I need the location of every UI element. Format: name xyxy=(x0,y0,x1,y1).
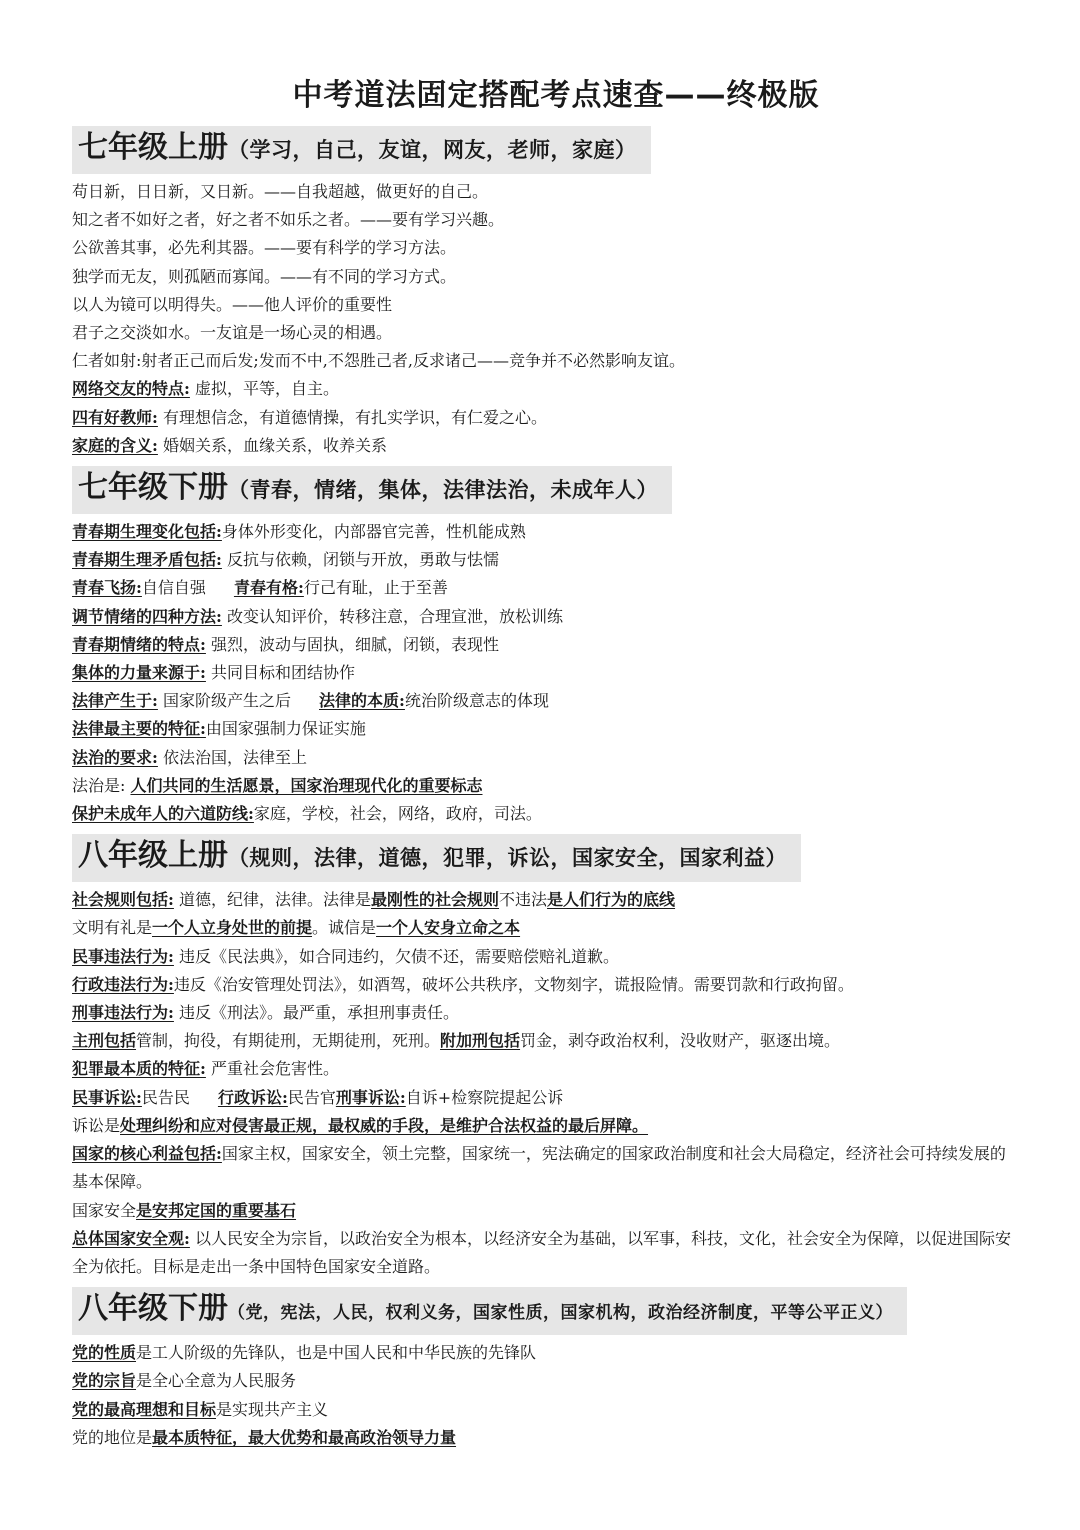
line-text: 改变认知评价，转移注意，合理宣泄，放松训练 xyxy=(221,606,564,626)
key-term: 集体的力量来源于: xyxy=(72,663,206,683)
line-text: 管制，拘役，有期徒刑，无期徒刑，死刑。 xyxy=(136,1031,441,1051)
section-lines xyxy=(72,518,1020,828)
line-text: 身体外形变化，内部器官完善，性机能成熟 xyxy=(221,522,526,542)
text-line xyxy=(72,603,1020,631)
section-header xyxy=(72,1287,907,1335)
text-line xyxy=(72,291,1020,319)
line-text: 罚金，剥夺政治权利，没收财产，驱逐出境。 xyxy=(520,1031,841,1051)
key-term: 是人们行为的底线 xyxy=(547,890,676,910)
text-line xyxy=(72,715,1020,743)
section xyxy=(72,834,1020,1281)
line-text: 仁者如射:射者正己而后发;发而不中,不怨胜己者,反求诸己——竞争并不必然影响友谊。 xyxy=(72,351,685,371)
line-text: 知之者不如好之者，好之者不如乐之者。——要有学习兴趣。 xyxy=(72,210,505,230)
text-line xyxy=(72,263,1020,291)
line-text: 法治是: xyxy=(72,775,131,795)
text-line xyxy=(72,999,1020,1027)
line-text: 是全心全意为人民服务 xyxy=(136,1371,297,1391)
text-line xyxy=(72,886,1020,914)
key-term: 青春飞扬: xyxy=(72,578,142,598)
line-text: 共同目标和团结协作 xyxy=(205,663,356,683)
line-text: 不违法 xyxy=(499,890,548,910)
text-line xyxy=(72,744,1020,772)
text-line xyxy=(72,772,1020,800)
line-text: 有理想信念，有道德情操，有扎实学识，有仁爱之心。 xyxy=(157,407,548,427)
text-line xyxy=(72,1396,1020,1424)
section-topics: （党，宪法，人民，权利义务，国家性质，国家机构，政治经济制度，平等公平正义） xyxy=(228,1303,893,1324)
line-text: 虚拟，平等，自主。 xyxy=(189,379,340,399)
line-text: 是实现共产主义 xyxy=(216,1399,329,1419)
key-term: 一个人立身处世的前提 xyxy=(152,918,313,938)
section-topics: （规则，法律，道德，犯罪，诉讼，国家安全，国家利益） xyxy=(228,846,787,871)
key-term: 调节情绪的四种方法: xyxy=(72,606,222,626)
section xyxy=(72,1287,1020,1452)
line-text: 。诚信是 xyxy=(312,918,377,938)
text-line xyxy=(72,375,1020,403)
text-line xyxy=(72,1140,1020,1196)
key-term: 犯罪最本质的特征: xyxy=(72,1059,206,1079)
line-text: 君子之交淡如水。一友谊是一场心灵的相遇。 xyxy=(72,323,393,343)
text-line xyxy=(72,687,1020,715)
section xyxy=(72,126,1020,460)
key-term: 人们共同的生活愿景，国家治理现代化的重要标志 xyxy=(130,775,483,795)
line-text: 反抗与依赖，闭锁与开放，勇敢与怯懦 xyxy=(221,550,500,570)
line-text: 国家安全 xyxy=(72,1200,137,1220)
section-header xyxy=(72,126,651,174)
section xyxy=(72,466,1020,828)
section-header xyxy=(72,834,801,882)
key-term: 民事诉讼: xyxy=(72,1087,142,1107)
section-topics: （学习，自己，友谊，网友，老师，家庭） xyxy=(228,138,637,162)
key-term: 保护未成年人的六道防线: xyxy=(72,804,254,824)
key-term: 国家的核心利益包括: xyxy=(72,1144,222,1164)
key-term: 党的性质 xyxy=(72,1343,137,1363)
text-line xyxy=(72,1084,1020,1112)
text-line xyxy=(72,404,1020,432)
key-term: 最刚性的社会规则 xyxy=(371,890,500,910)
line-text: 依法治国，法律至上 xyxy=(157,747,308,767)
line-text: 党的地位是 xyxy=(72,1427,153,1447)
key-term: 青春有格: xyxy=(233,578,304,598)
section-lines xyxy=(72,1339,1020,1452)
key-term: 家庭的含义: xyxy=(72,435,158,455)
section-lines xyxy=(72,178,1020,460)
line-text: 以人民安全为宗旨，以政治安全为根本，以经济安全为基础，以军事，科技，文化，社会安全为保障，以促进国际安全为依托。目标是走出一条中国特色国家安全道路。 xyxy=(72,1228,1012,1276)
key-term: 刑事违法行为: xyxy=(72,1003,174,1023)
text-line xyxy=(72,206,1020,234)
key-term: 处理纠纷和应对侵害最正规，最权威的手段，是维护合法权益的最后屏障。 xyxy=(120,1115,649,1135)
key-term: 刑事诉讼: xyxy=(335,1087,406,1107)
line-text: 行己有耻，止于至善 xyxy=(303,578,448,598)
line-text: 公欲善其事，必先利其器。——要有科学的学习方法。 xyxy=(72,238,457,258)
key-term: 四有好教师: xyxy=(72,407,158,427)
key-term: 最本质特征，最大优势和最高政治领导力量 xyxy=(152,1427,457,1447)
section-grade: 八年级上册 xyxy=(78,838,228,874)
line-text: 严重社会危害性。 xyxy=(205,1059,340,1079)
document-title: 中考道法固定搭配考点速查——终极版 xyxy=(292,78,820,113)
key-term: 是安邦定国的重要基石 xyxy=(136,1200,297,1220)
key-term: 社会规则包括: xyxy=(72,890,174,910)
key-term: 法律的本质: xyxy=(319,691,405,711)
text-line xyxy=(72,1055,1020,1083)
text-line xyxy=(72,1197,1020,1225)
line-text: 自信自强 xyxy=(141,578,206,598)
text-line xyxy=(72,659,1020,687)
line-text: 违反《治安管理处罚法》，如酒驾，破坏公共秩序，文物刻字，谎报险情。需要罚款和行政拘留。 xyxy=(173,974,854,994)
text-line xyxy=(72,1112,1020,1140)
line-text: 国家主权，国家安全，领土完整，国家统一，宪法确定的国家政治制度和社会大局稳定，经济社会可持续发展的基本保障。 xyxy=(72,1144,1006,1192)
section-grade: 八年级下册 xyxy=(78,1291,228,1327)
text-line xyxy=(72,1339,1020,1367)
text-line xyxy=(72,234,1020,262)
text-line xyxy=(72,1367,1020,1395)
text-line xyxy=(72,432,1020,460)
section-header xyxy=(72,466,672,514)
text-line xyxy=(72,971,1020,999)
line-text: 自诉+检察院提起公诉 xyxy=(405,1087,564,1107)
text-line xyxy=(72,631,1020,659)
line-text: 民告民 xyxy=(141,1087,190,1107)
line-text: 道德，纪律，法律。法律是 xyxy=(173,890,372,910)
text-line xyxy=(72,518,1020,546)
key-term: 法律最主要的特征: xyxy=(72,719,206,739)
section-grade: 七年级下册 xyxy=(78,470,228,506)
line-text: 违反《民法典》，如合同违约，欠债不还，需要赔偿赔礼道歉。 xyxy=(173,946,620,966)
line-text: 国家阶级产生之后 xyxy=(157,691,292,711)
text-line xyxy=(72,943,1020,971)
line-text: 以人为镜可以明得失。——他人评价的重要性 xyxy=(72,294,393,314)
key-term: 行政诉讼: xyxy=(217,1087,288,1107)
line-text: 由国家强制力保证实施 xyxy=(205,719,366,739)
line-text: 文明有礼是 xyxy=(72,918,153,938)
line-text: 诉讼是 xyxy=(72,1115,121,1135)
section-lines xyxy=(72,886,1020,1281)
line-text: 苟日新，日日新，又日新。——自我超越，做更好的自己。 xyxy=(72,182,489,201)
key-term: 总体国家安全观: xyxy=(72,1228,190,1248)
line-text: 家庭，学校，社会，网络，政府，司法。 xyxy=(253,804,542,824)
key-term: 党的最高理想和目标 xyxy=(72,1399,217,1419)
line-text: 独学而无友，则孤陋而寡闻。——有不同的学习方式。 xyxy=(72,266,457,286)
line-text: 违反《刑法》。最严重，承担刑事责任。 xyxy=(173,1003,460,1023)
key-term: 主刑包括 xyxy=(72,1031,137,1051)
text-line xyxy=(72,178,1020,206)
key-term: 一个人安身立命之本 xyxy=(376,918,521,938)
text-line xyxy=(72,319,1020,347)
text-line xyxy=(72,546,1020,574)
text-line xyxy=(72,1225,1020,1281)
key-term: 法治的要求: xyxy=(72,747,158,767)
key-term: 法律产生于: xyxy=(72,691,158,711)
section-grade: 七年级上册 xyxy=(78,130,228,165)
text-line xyxy=(72,1027,1020,1055)
section-topics: （青春，情绪，集体，法律法治，未成年人） xyxy=(228,478,658,503)
text-line xyxy=(72,914,1020,942)
text-line xyxy=(72,1424,1020,1452)
text-line xyxy=(72,800,1020,828)
sections-container xyxy=(72,126,1020,1452)
line-text: 是工人阶级的先锋队，也是中国人民和中华民族的先锋队 xyxy=(136,1343,537,1363)
key-term: 附加刑包括 xyxy=(440,1031,521,1051)
key-term: 网络交友的特点: xyxy=(72,379,190,399)
key-term: 青春期情绪的特点: xyxy=(72,634,206,654)
key-term: 青春期生理变化包括: xyxy=(72,522,222,542)
line-text: 统治阶级意志的体现 xyxy=(404,691,549,711)
key-term: 青春期生理矛盾包括: xyxy=(72,550,222,570)
key-term: 党的宗旨 xyxy=(72,1371,137,1391)
text-line xyxy=(72,347,1020,375)
key-term: 民事违法行为: xyxy=(72,946,174,966)
line-text: 强烈，波动与固执，细腻，闭锁，表现性 xyxy=(205,634,500,654)
line-text: 婚姻关系，血缘关系，收养关系 xyxy=(157,435,388,455)
text-line xyxy=(72,574,1020,602)
key-term: 行政违法行为: xyxy=(72,974,174,994)
line-text: 民告官 xyxy=(287,1087,336,1107)
